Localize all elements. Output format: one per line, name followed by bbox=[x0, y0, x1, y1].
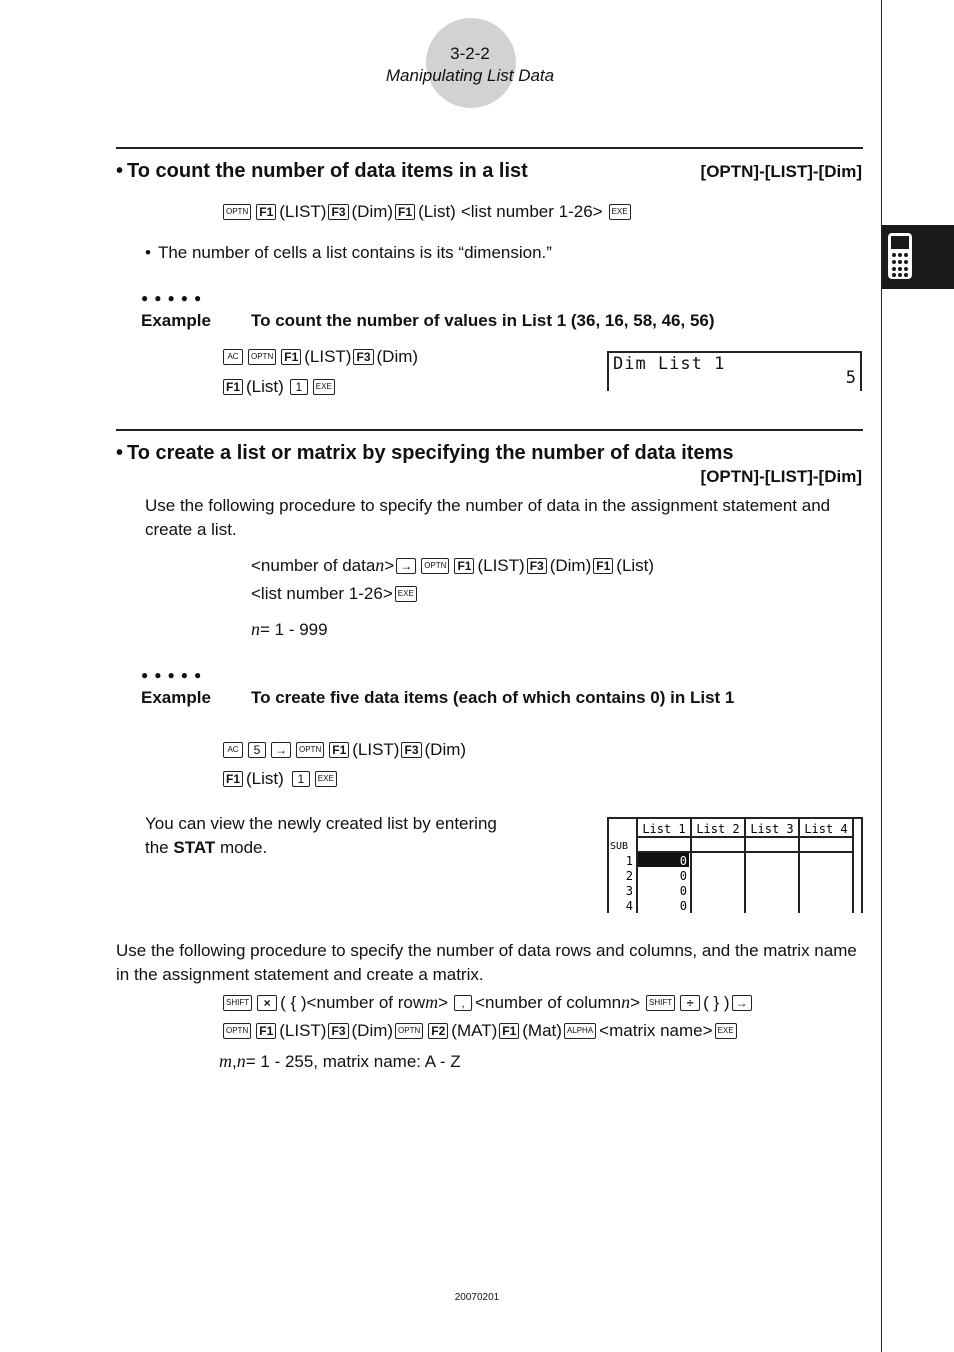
example-keys-line1: AC 5 → OPTN F1 (LIST) F3 (Dim) bbox=[221, 740, 466, 760]
divide-key: ÷ bbox=[680, 995, 700, 1011]
cell-value: 0 bbox=[679, 869, 687, 883]
screen-result: 5 bbox=[845, 368, 856, 388]
section-heading: • To create a list or matrix by specifying the number of data items bbox=[116, 442, 734, 464]
range-note: n = 1 - 999 bbox=[251, 619, 328, 639]
example-keys-line2: F1 (List) 1 EXE bbox=[221, 377, 338, 397]
shift-key: SHIFT bbox=[223, 995, 252, 1011]
matrix-procedure-line2: OPTN F1 (LIST) F3 (Dim) OPTN F2 (MAT) F1 (Mat) ALPHA <matrix name> EXE bbox=[221, 1021, 740, 1041]
f1-key: F1 bbox=[223, 379, 243, 395]
optn-key: OPTN bbox=[248, 349, 276, 365]
page-number: 3-2-2 bbox=[450, 44, 490, 63]
f1-key: F1 bbox=[499, 1023, 519, 1039]
page-title: Manipulating List Data bbox=[385, 66, 555, 85]
stat-list-screen bbox=[607, 817, 863, 913]
footer-code: 20070201 bbox=[454, 1292, 500, 1303]
section-divider bbox=[116, 147, 863, 149]
exe-key: EXE bbox=[609, 204, 631, 220]
cell-value: 0 bbox=[679, 884, 687, 898]
row-number: 1 bbox=[625, 854, 633, 868]
intro-paragraph: Use the following procedure to specify the number of data in the assignment statement and create a list. bbox=[145, 496, 831, 539]
one-key: 1 bbox=[292, 771, 310, 787]
section-heading: • To count the number of data items in a list bbox=[116, 160, 528, 182]
procedure-line2: <list number 1-26> EXE bbox=[251, 584, 420, 604]
section-divider bbox=[116, 429, 863, 431]
f3-key: F3 bbox=[527, 558, 547, 574]
exe-key: EXE bbox=[395, 586, 417, 602]
screen-line: Dim List 1 bbox=[613, 354, 726, 374]
comma-key: , bbox=[454, 995, 472, 1011]
calculator-screen bbox=[607, 351, 862, 391]
f1-key: F1 bbox=[223, 771, 243, 787]
alpha-key: ALPHA bbox=[564, 1023, 596, 1039]
exe-key: EXE bbox=[315, 771, 337, 787]
exe-key: EXE bbox=[313, 379, 335, 395]
note: • The number of cells a list contains is its “dimension.” bbox=[145, 243, 552, 262]
f1-key: F1 bbox=[593, 558, 613, 574]
shift-key: SHIFT bbox=[646, 995, 675, 1011]
ac-key: AC bbox=[223, 349, 243, 365]
column-header: List 4 bbox=[804, 822, 848, 836]
view-text: You can view the newly created list by entering the STAT mode. bbox=[145, 814, 497, 857]
menu-path: [OPTN]-[LIST]-[Dim] bbox=[700, 162, 862, 181]
row-number: 2 bbox=[625, 869, 633, 883]
f3-key: F3 bbox=[328, 204, 348, 220]
five-key: 5 bbox=[248, 742, 266, 758]
optn-key: OPTN bbox=[395, 1023, 423, 1039]
f1-key: F1 bbox=[256, 1023, 276, 1039]
assign-arrow-key: → bbox=[271, 742, 291, 758]
f2-key: F2 bbox=[428, 1023, 448, 1039]
example-label: Example bbox=[141, 311, 211, 330]
column-header: List 2 bbox=[696, 822, 740, 836]
optn-key: OPTN bbox=[223, 1023, 251, 1039]
assign-arrow-key: → bbox=[732, 995, 752, 1011]
ac-key: AC bbox=[223, 742, 243, 758]
example-keys-line1: AC OPTN F1 (LIST) F3 (Dim) bbox=[221, 347, 418, 367]
f3-key: F3 bbox=[353, 349, 373, 365]
assign-arrow-key: → bbox=[396, 558, 416, 574]
cell-value: 0 bbox=[679, 899, 687, 913]
matrix-range-note: m , n = 1 - 255, matrix name: A - Z bbox=[219, 1051, 461, 1071]
column-header: List 1 bbox=[642, 822, 686, 836]
f3-key: F3 bbox=[328, 1023, 348, 1039]
optn-key: OPTN bbox=[421, 558, 449, 574]
column-header: List 3 bbox=[750, 822, 794, 836]
procedure-line1: <number of data n > → OPTN F1 (LIST) F3 (Dim) F1 (List) bbox=[251, 555, 655, 575]
example-title: To count the number of values in List 1 (36, 16, 58, 46, 56) bbox=[251, 311, 715, 330]
example-dots: ●●●●● bbox=[141, 291, 208, 305]
multiply-key: × bbox=[257, 995, 277, 1011]
row-number: 4 bbox=[625, 899, 633, 913]
menu-path: [OPTN]-[LIST]-[Dim] bbox=[700, 467, 862, 486]
matrix-intro: Use the following procedure to specify the number of data rows and columns, and the matrix name in the assignment statement and create a matrix. bbox=[116, 941, 857, 984]
f1-key: F1 bbox=[329, 742, 349, 758]
row-number: 3 bbox=[625, 884, 633, 898]
one-key: 1 bbox=[290, 379, 308, 395]
f1-key: F1 bbox=[395, 204, 415, 220]
f1-key: F1 bbox=[454, 558, 474, 574]
example-dots: ●●●●● bbox=[141, 668, 208, 682]
optn-key: OPTN bbox=[296, 742, 324, 758]
cell-value: 0 bbox=[679, 854, 687, 868]
calculator-icon bbox=[887, 232, 913, 280]
sub-label: SUB bbox=[610, 841, 629, 852]
example-label: Example bbox=[141, 688, 211, 707]
matrix-procedure-line1: SHIFT × ( { )<number of row m > , <number of column n > SHIFT ÷ ( } ) → bbox=[221, 992, 755, 1013]
example-keys-line2: F1 (List) 1 EXE bbox=[221, 769, 340, 789]
key-sequence: OPTN F1 (LIST) F3 (Dim) F1 (List) <list number 1-26> EXE bbox=[221, 202, 634, 222]
optn-key: OPTN bbox=[223, 204, 251, 220]
f1-key: F1 bbox=[256, 204, 276, 220]
exe-key: EXE bbox=[715, 1023, 737, 1039]
example-title: To create five data items (each of which contains 0) in List 1 bbox=[251, 688, 735, 707]
right-margin-rule bbox=[881, 0, 882, 1352]
f1-key: F1 bbox=[281, 349, 301, 365]
f3-key: F3 bbox=[401, 742, 421, 758]
